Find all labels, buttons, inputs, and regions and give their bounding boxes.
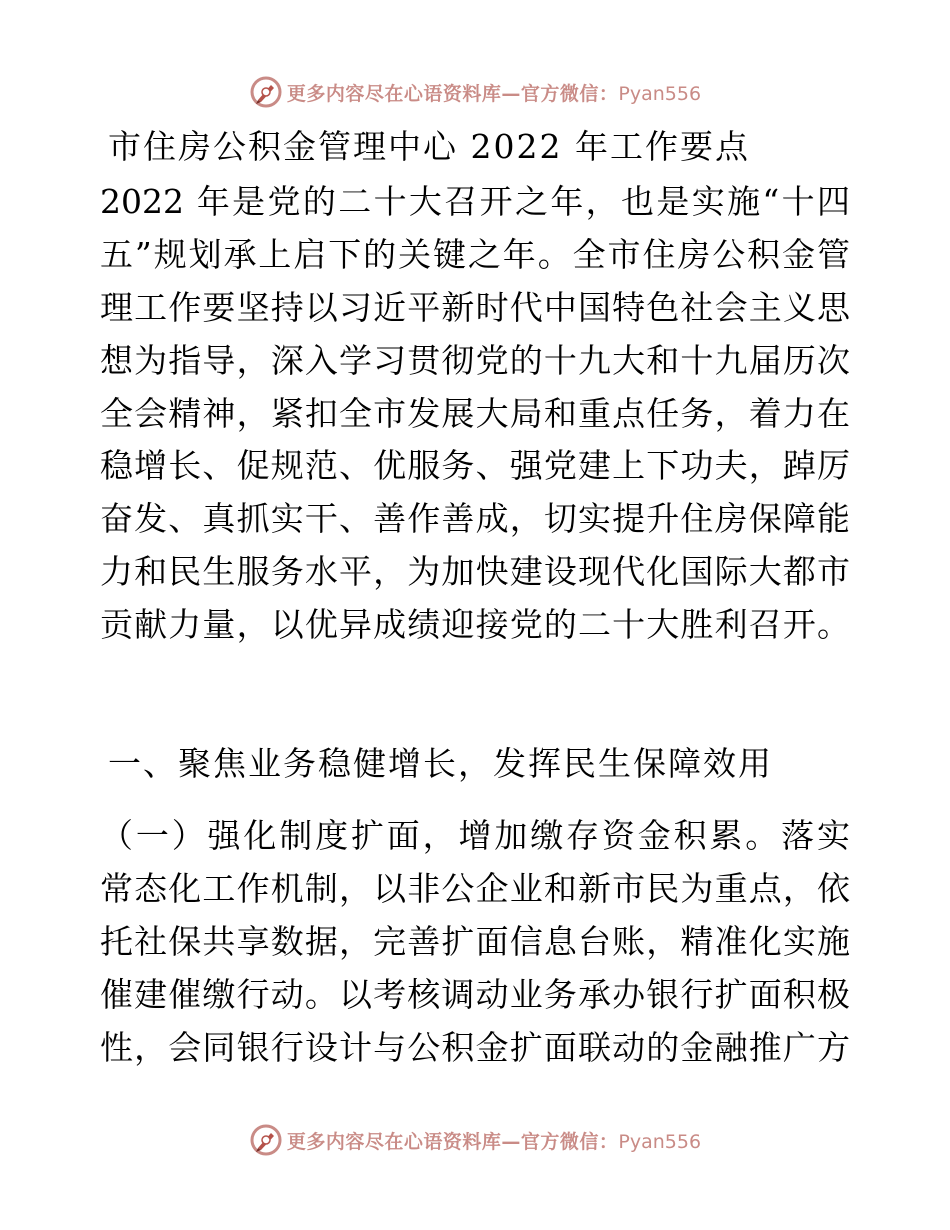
watermark-text [287, 79, 701, 106]
intro-paragraph [100, 176, 850, 652]
text-line: 催建催缴行动。以考核调动业务承办银行扩面积极 [100, 974, 850, 1014]
pen-seal-icon [249, 75, 283, 109]
watermark-footer [0, 1118, 950, 1162]
text-line: 五”规划承上启下的关键之年。全市住房公积金管 [100, 234, 850, 274]
pen-seal-icon [249, 1123, 283, 1157]
text-line: 想为指导，深入学习贯彻党的十九大和十九届历次 [100, 340, 850, 380]
text-line: 常态化工作机制，以非公企业和新市民为重点，依 [100, 868, 850, 908]
text-line: （一）强化制度扩面，增加缴存资金积累。落实 [100, 816, 850, 855]
text-line: 托社保共享数据，完善扩面信息台账，精准化实施 [100, 921, 850, 961]
watermark-text-wechat-id: Pyan556 [618, 1130, 702, 1153]
text-line: 全会精神，紧扣全市发展大局和重点任务，着力在 [100, 393, 850, 433]
text-line: 力和民生服务水平，为加快建设现代化国际大都市 [100, 552, 850, 592]
watermark-text [287, 1127, 701, 1154]
section-heading: 一、聚焦业务稳健增长，发挥民生保障效用 [108, 744, 773, 783]
watermark-text-cn: 更多内容尽在心语资料库—官方微信： [286, 1130, 619, 1153]
watermark-text-wechat-id: Pyan556 [618, 82, 702, 105]
document-title: 市住房公积金管理中心 2022 年工作要点 [108, 127, 750, 166]
watermark-header [0, 70, 950, 114]
text-line: 奋发、真抓实干、善作善成，切实提升住房保障能 [100, 499, 850, 539]
text-line: 2022 年是党的二十大召开之年，也是实施“十四 [100, 182, 850, 221]
watermark-text-cn: 更多内容尽在心语资料库—官方微信： [286, 82, 619, 105]
section-paragraph [100, 810, 850, 1074]
text-line: 性，会同银行设计与公积金扩面联动的金融推广方 [100, 1027, 850, 1067]
text-line: 理工作要坚持以习近平新时代中国特色社会主义思 [100, 287, 850, 327]
text-line: 稳增长、促规范、优服务、强党建上下功夫，踔厉 [100, 446, 850, 486]
text-line: 贡献力量，以优异成绩迎接党的二十大胜利召开。 [100, 605, 850, 645]
